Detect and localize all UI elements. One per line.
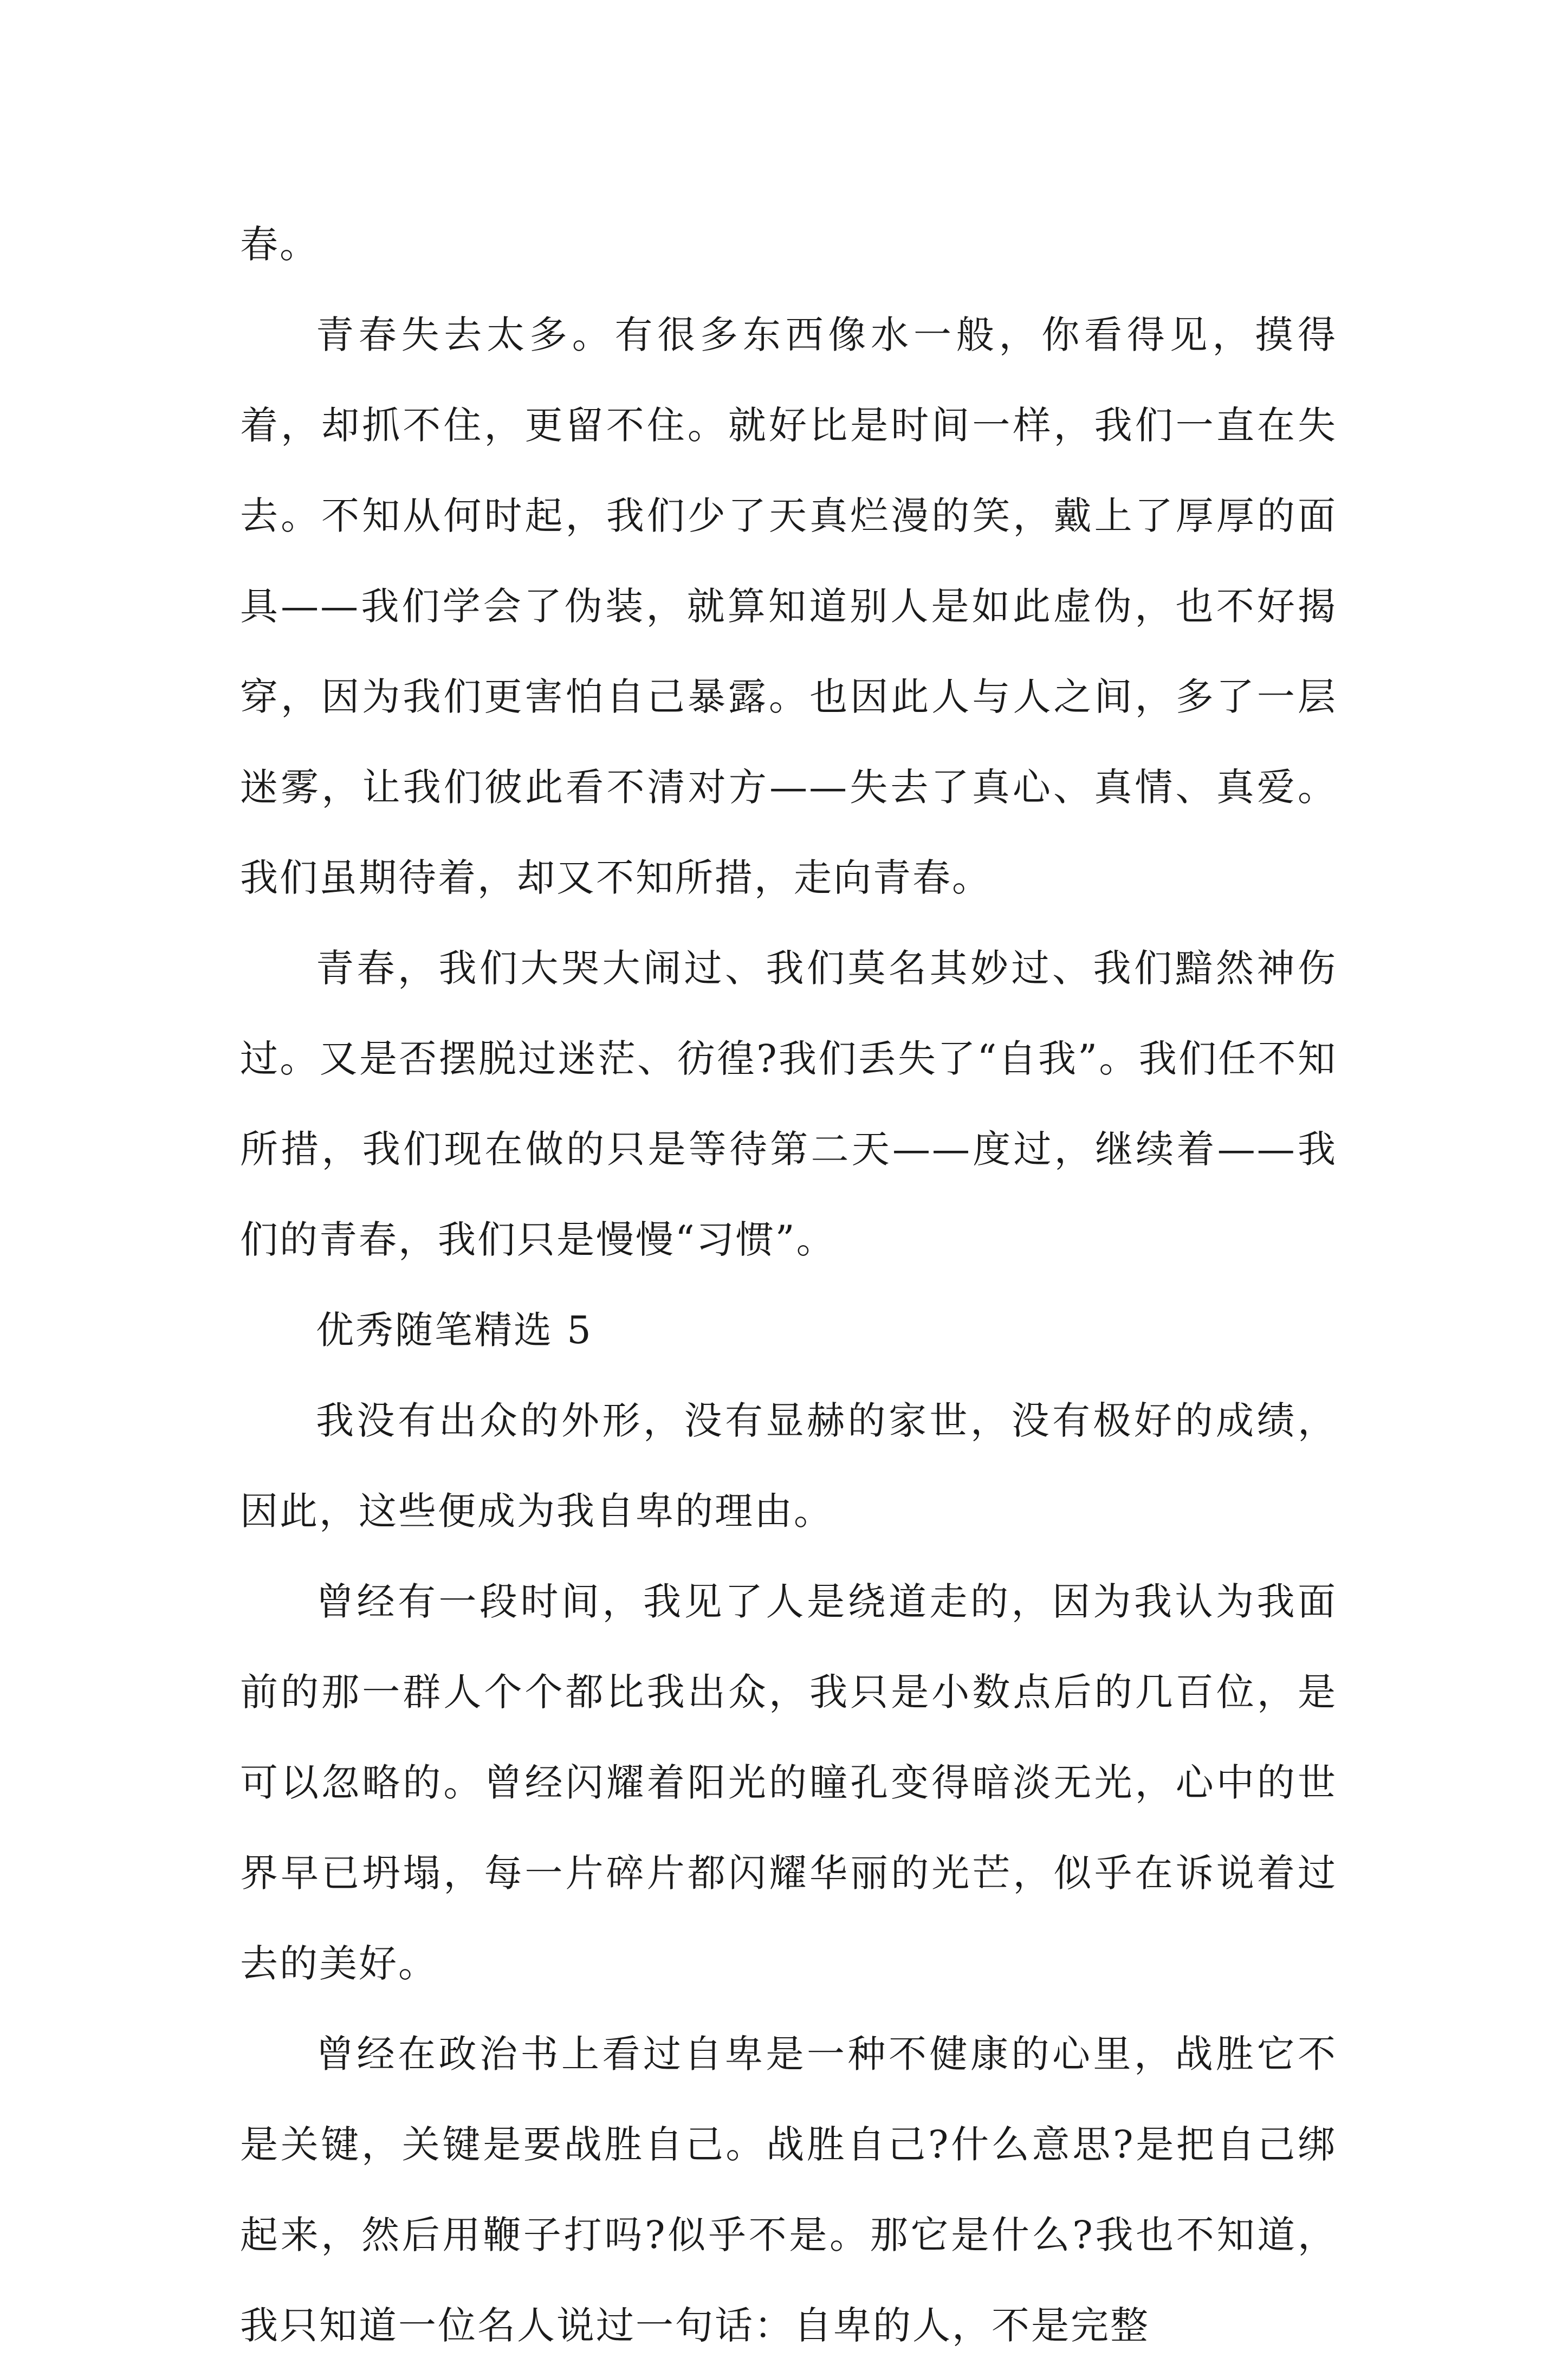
paragraph-youth-loss: 青春失去太多。有很多东西像水一般，你看得见，摸得着，却抓不住，更留不住。就好比是时间一样，我们一直在失去。不知从何时起，我们少了天真烂漫的笑，戴上了厚厚的面具——我们学会了伪装，就算知道别人是如此虚伪，也不好揭穿，因为我们更害怕自己暴露。也因此人与人之间，多了一层迷雾，让我们彼此看不清对方——失去了真心、真情、真爱。我们虽期待着，却又不知所措，走向青春。 <box>240 313 1337 900</box>
paragraph-avoiding-people: 曾经有一段时间，我见了人是绕道走的，因为我认为我面前的那一群人个个都比我出众，我只是小数点后的几百位，是可以忽略的。曾经闪耀着阳光的瞳孔变得暗淡无光，心中的世界早已坍塌，每一片碎片都闪耀华丽的光芒，似乎在诉说着过去的美好。 <box>240 1579 1337 1986</box>
paragraph-inferiority-reasons: 我没有出众的外形，没有显赫的家世，没有极好的成绩，因此，这些便成为我自卑的理由。 <box>240 1398 1337 1533</box>
paragraph-overcome-self: 曾经在政治书上看过自卑是一种不健康的心里，战胜它不是关键，关键是要战胜自己。战胜自己?什么意思?是把自己绑起来，然后用鞭子打吗?似乎不是。那它是什么?我也不知道，我只知道一位名人说过一句话：自卑的人，不是完整 <box>240 2032 1337 2348</box>
paragraph-continuation: 春。 <box>240 222 319 267</box>
paragraph-youth-confusion: 青春，我们大哭大闹过、我们莫名其妙过、我们黯然神伤过。又是否摆脱过迷茫、彷徨?我们丢失了“自我”。我们任不知所措，我们现在做的只是等待第二天——度过，继续着——我们的青春，我们只是慢慢“习惯”。 <box>240 946 1337 1262</box>
body-text <box>240 199 1337 2371</box>
section-heading: 优秀随笔精选 5 <box>316 1308 593 1352</box>
